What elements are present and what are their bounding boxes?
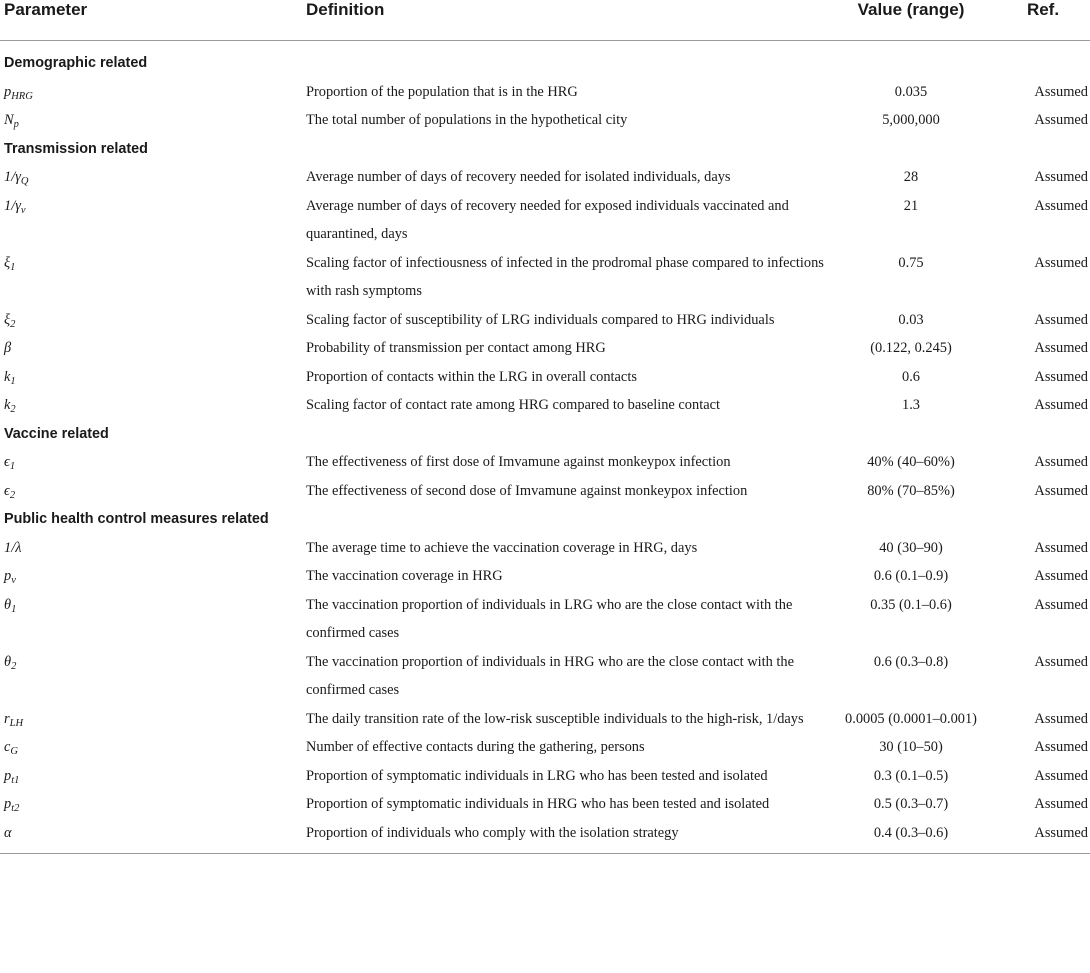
parameter-value: 0.6 (0.3–0.8) <box>873 653 949 670</box>
parameter-value: 0.75 <box>898 254 924 271</box>
parameter-ref: Assumed <box>1034 568 1088 584</box>
section-public-health <box>0 505 1090 534</box>
table-row <box>0 391 1090 420</box>
parameter-symbol: $1/\gamma_\nu$ <box>4 197 26 216</box>
table-row <box>0 78 1090 107</box>
parameter-symbol: β <box>4 340 12 356</box>
parameter-ref: Assumed <box>1034 340 1088 356</box>
parameter-symbol: $p_{HRG}$ <box>4 83 33 102</box>
parameter-symbol: $k_2$ <box>4 397 16 415</box>
parameter-value: 0.6 (0.1–0.9) <box>873 568 949 584</box>
table-row <box>0 334 1090 363</box>
parameter-definition: Proportion of individuals who comply with the isolation strategy <box>306 824 679 841</box>
parameter-ref: Assumed <box>1034 767 1088 784</box>
table-row <box>0 790 1090 819</box>
parameter-value: 5,000,000 <box>882 112 940 128</box>
parameter-ref: Assumed <box>1034 653 1088 670</box>
parameter-symbol: $\theta_1$ <box>4 596 17 615</box>
parameter-symbol: $\theta_2$ <box>4 653 17 672</box>
parameter-definition: Average number of days of recovery needed for exposed individuals vaccinated and quarantined, days <box>306 197 789 242</box>
parameter-value: 30 (10–50) <box>879 739 943 755</box>
parameter-symbol: $c_G$ <box>4 739 18 757</box>
parameter-value: 21 <box>903 197 919 214</box>
table-row <box>0 819 1090 854</box>
parameter-symbol: $r_{LH}$ <box>4 710 24 729</box>
parameter-definition: The daily transition rate of the low-risk susceptible individuals to the high-risk, 1/days <box>306 710 804 727</box>
parameter-definition: Number of effective contacts during the gathering, persons <box>306 739 645 755</box>
header-value: Value (range) <box>826 0 996 41</box>
parameter-value: 40 (30–90) <box>879 539 943 556</box>
header-definition: Definition <box>306 0 826 41</box>
parameter-value: 1.3 <box>902 397 920 413</box>
table-row <box>0 477 1090 506</box>
parameter-symbol: α <box>4 824 12 841</box>
parameter-ref: Assumed <box>1034 397 1088 413</box>
parameter-definition: Scaling factor of infectiousness of infected in the prodromal phase compared to infections with rash symptoms <box>306 254 824 299</box>
table-row <box>0 192 1090 249</box>
parameter-value: (0.122, 0.245) <box>870 340 952 356</box>
table-bottom-rule <box>0 853 1090 854</box>
parameter-symbol: $p_\nu$ <box>4 568 16 586</box>
parameter-ref: Assumed <box>1034 112 1088 128</box>
table-row <box>0 249 1090 306</box>
table-row <box>0 448 1090 477</box>
parameter-definition: Proportion of symptomatic individuals in HRG who has been tested and isolated <box>306 796 770 812</box>
parameter-definition: Scaling factor of contact rate among HRG compared to baseline contact <box>306 397 720 413</box>
parameter-value: 40% (40–60%) <box>867 454 955 470</box>
parameter-definition: The vaccination coverage in HRG <box>306 568 503 584</box>
parameter-ref: Assumed <box>1034 596 1088 613</box>
parameter-ref: Assumed <box>1034 197 1088 214</box>
section-demographic <box>0 41 1090 78</box>
header-ref: Ref. <box>996 0 1090 41</box>
parameter-value: 0.3 (0.1–0.5) <box>873 767 949 784</box>
parameter-definition: The total number of populations in the hypothetical city <box>306 112 628 128</box>
parameter-ref: Assumed <box>1034 454 1088 470</box>
table-row <box>0 306 1090 335</box>
parameter-value: 28 <box>903 169 919 185</box>
table-row <box>0 733 1090 762</box>
table-row <box>0 163 1090 192</box>
parameter-ref: Assumed <box>1034 368 1088 385</box>
parameter-definition: The effectiveness of second dose of Imvamune against monkeypox infection <box>306 482 748 499</box>
parameter-ref: Assumed <box>1034 796 1088 812</box>
parameter-symbol: $p_{t2}$ <box>4 796 20 814</box>
parameter-value: 0.03 <box>898 311 924 328</box>
header-parameter: Parameter <box>0 0 306 41</box>
parameter-symbol: $N_p$ <box>4 112 19 130</box>
parameter-symbol: $\xi_1$ <box>4 254 16 273</box>
table-row <box>0 762 1090 791</box>
parameter-ref: Assumed <box>1034 311 1088 328</box>
parameter-value: 80% (70–85%) <box>867 482 955 499</box>
parameter-definition: The average time to achieve the vaccination coverage in HRG, days <box>306 539 698 556</box>
table-row <box>0 562 1090 591</box>
parameter-symbol: $k_1$ <box>4 368 16 387</box>
parameter-symbol: $p_{t1}$ <box>4 767 20 786</box>
table-row <box>0 106 1090 135</box>
parameter-ref: Assumed <box>1034 710 1088 727</box>
parameter-ref: Assumed <box>1034 254 1088 271</box>
parameter-definition: The effectiveness of first dose of Imvamune against monkeypox infection <box>306 454 731 470</box>
parameter-definition: Proportion of the population that is in the HRG <box>306 83 578 100</box>
parameter-ref: Assumed <box>1034 83 1088 100</box>
parameter-ref: Assumed <box>1034 739 1088 755</box>
section-transmission <box>0 135 1090 164</box>
parameter-ref: Assumed <box>1034 169 1088 185</box>
parameter-value: 0.35 (0.1–0.6) <box>870 596 952 613</box>
section-label: Transmission related <box>4 140 148 157</box>
parameter-definition: Proportion of contacts within the LRG in overall contacts <box>306 368 637 385</box>
parameter-value: 0.5 (0.3–0.7) <box>873 796 949 812</box>
parameter-symbol: $\epsilon_1$ <box>4 454 16 472</box>
section-vaccine <box>0 420 1090 449</box>
parameter-symbol: $\epsilon_2$ <box>4 482 16 501</box>
parameter-value: 0.0005 (0.0001–0.001) <box>845 710 977 727</box>
parameter-symbol: $\xi_2$ <box>4 311 16 330</box>
parameter-definition: Probability of transmission per contact among HRG <box>306 340 606 356</box>
parameter-definition: Average number of days of recovery needed for isolated individuals, days <box>306 169 731 185</box>
section-label: Demographic related <box>4 55 148 71</box>
table-header-row <box>0 0 1090 41</box>
section-label: Public health control measures related <box>4 511 269 527</box>
parameter-value: 0.035 <box>894 83 928 100</box>
table-row <box>0 534 1090 563</box>
table-row <box>0 648 1090 705</box>
parameter-definition: Scaling factor of susceptibility of LRG individuals compared to HRG individuals <box>306 311 775 328</box>
parameter-ref: Assumed <box>1034 824 1088 841</box>
parameter-value: 0.6 <box>902 368 920 385</box>
parameter-value: 0.4 (0.3–0.6) <box>873 824 949 841</box>
parameter-definition: The vaccination proportion of individuals in HRG who are the close contact with the confirmed cases <box>306 653 794 698</box>
parameter-definition: The vaccination proportion of individuals in LRG who are the close contact with the confirmed cases <box>306 596 793 641</box>
table-row <box>0 363 1090 392</box>
section-label: Vaccine related <box>4 425 109 442</box>
parameter-definition: Proportion of symptomatic individuals in LRG who has been tested and isolated <box>306 767 768 784</box>
parameter-symbol: $1/\gamma_Q$ <box>4 169 29 187</box>
table-row <box>0 705 1090 734</box>
parameter-symbol: 1/λ <box>4 539 22 556</box>
table-row <box>0 591 1090 648</box>
parameter-ref: Assumed <box>1034 539 1088 556</box>
parameter-ref: Assumed <box>1034 482 1088 499</box>
